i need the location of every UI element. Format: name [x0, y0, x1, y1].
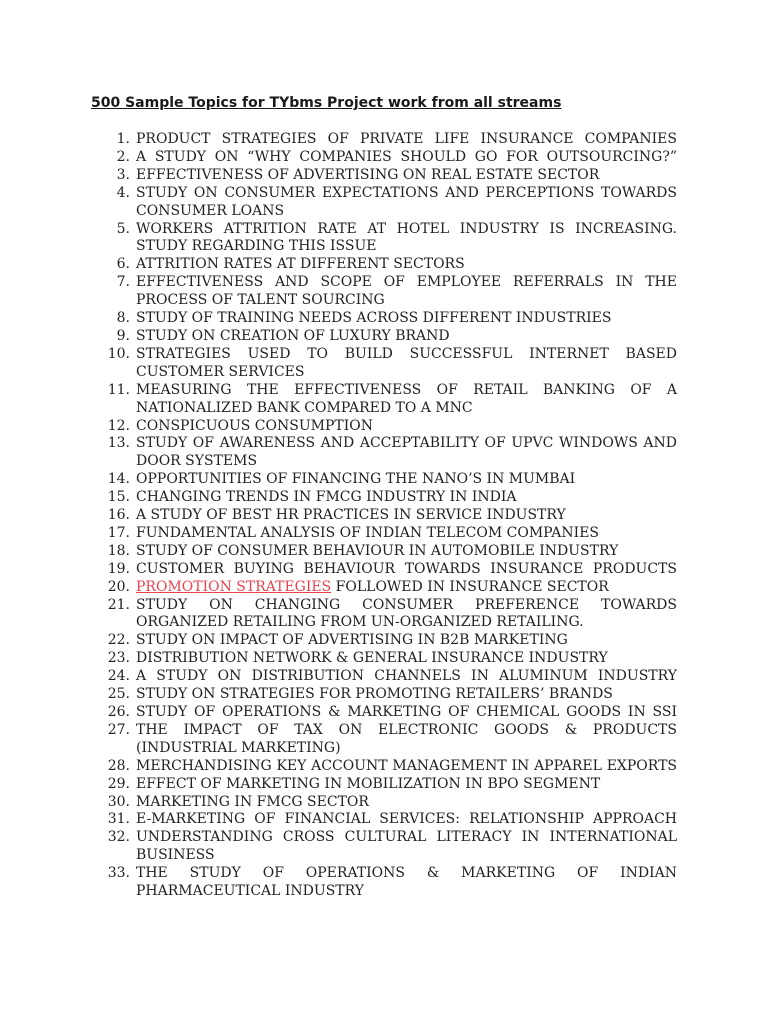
topic-text: MEASURING THE EFFECTIVENESS OF RETAIL BANKING OF A NATIONALIZED BANK COMPARED TO A MNC — [136, 381, 677, 416]
topic-text: STUDY OF AWARENESS AND ACCEPTABILITY OF UPVC WINDOWS AND DOOR SYSTEMS — [136, 435, 677, 470]
topic-item — [96, 704, 677, 722]
topic-item — [96, 829, 677, 865]
topic-item — [96, 256, 677, 274]
topic-text: STUDY ON STRATEGIES FOR PROMOTING RETAILERS’ BRANDS — [136, 686, 613, 703]
topic-item — [96, 561, 677, 579]
topic-number: 24. — [107, 668, 130, 685]
topic-item — [96, 346, 677, 382]
topic-number: 31. — [107, 811, 130, 828]
topic-number: 19. — [107, 560, 130, 577]
topic-text: PRODUCT STRATEGIES OF PRIVATE LIFE INSURANCE COMPANIES — [136, 131, 677, 147]
topic-number: 26. — [107, 704, 130, 720]
topic-item — [96, 328, 677, 346]
topic-item — [96, 543, 677, 561]
topic-text: EFFECTIVENESS OF ADVERTISING ON REAL ESTATE SECTOR — [136, 166, 600, 183]
topic-item — [96, 686, 677, 704]
topic-text: FUNDAMENTAL ANALYSIS OF INDIAN TELECOM COMPANIES — [136, 524, 600, 541]
topic-text: EFFECT OF MARKETING IN MOBILIZATION IN BPO SEGMENT — [136, 775, 601, 792]
topic-item — [96, 131, 677, 149]
topic-text: A STUDY OF BEST HR PRACTICES IN SERVICE INDUSTRY — [136, 507, 566, 524]
topic-number: 13. — [107, 435, 130, 452]
topic-number: 25. — [107, 686, 130, 703]
topic-item — [96, 382, 677, 418]
topic-text: EFFECTIVENESS AND SCOPE OF EMPLOYEE REFERRALS IN THE PROCESS OF TALENT SOURCING — [136, 274, 677, 309]
topic-number: 30. — [107, 793, 130, 810]
topic-number: 12. — [107, 417, 130, 434]
topic-text: OPPORTUNITIES OF FINANCING THE NANO’S IN MUMBAI — [136, 471, 576, 488]
topic-item — [96, 525, 677, 543]
topic-number: 16. — [107, 507, 130, 524]
topic-text: CUSTOMER BUYING BEHAVIOUR TOWARDS INSURANCE PRODUCTS — [136, 560, 677, 577]
topic-text: MARKETING IN FMCG SECTOR — [136, 793, 369, 810]
topic-number: 17. — [107, 524, 130, 541]
topic-text: CHANGING TRENDS IN FMCG INDUSTRY IN INDIA — [136, 489, 517, 506]
topic-text: E-MARKETING OF FINANCIAL SERVICES: RELATIONSHIP APPROACH — [136, 811, 677, 828]
topic-number: 28. — [107, 757, 130, 774]
topic-text: STRATEGIES USED TO BUILD SUCCESSFUL INTERNET BASED CUSTOMER SERVICES — [136, 345, 677, 380]
topic-item — [96, 776, 677, 794]
topic-text: WORKERS ATTRITION RATE AT HOTEL INDUSTRY IS INCREASING. STUDY REGARDING THIS ISSUE — [136, 220, 677, 255]
topic-item — [96, 597, 677, 633]
topic-number: 3. — [116, 166, 130, 183]
topic-number: 21. — [107, 596, 130, 613]
topic-number: 32. — [107, 829, 130, 846]
topic-text: STUDY OF OPERATIONS & MARKETING OF CHEMICAL GOODS IN SSI — [136, 704, 677, 720]
topic-text: STUDY ON CHANGING CONSUMER PREFERENCE TOWARDS ORGANIZED RETAILING FROM UN-ORGANIZED RETAILING. — [136, 596, 677, 631]
topic-item — [96, 185, 677, 221]
topic-number: 8. — [116, 310, 130, 327]
topic-number: 7. — [116, 274, 130, 291]
topic-text: STUDY ON CONSUMER EXPECTATIONS AND PERCEPTIONS TOWARDS CONSUMER LOANS — [136, 184, 677, 219]
topic-number: 23. — [107, 650, 130, 667]
topic-item — [96, 221, 677, 257]
topic-item — [96, 418, 677, 436]
topic-text: STUDY ON CREATION OF LUXURY BRAND — [136, 327, 450, 344]
topic-item — [96, 668, 677, 686]
topic-item — [96, 579, 677, 597]
topic-list — [96, 131, 677, 901]
topic-number: 9. — [116, 327, 130, 344]
topic-number: 6. — [116, 256, 130, 273]
topic-item — [96, 274, 677, 310]
topic-item — [96, 811, 677, 829]
topic-number: 2. — [116, 148, 130, 165]
topic-item — [96, 794, 677, 812]
topic-item — [96, 632, 677, 650]
topic-link[interactable]: PROMOTION STRATEGIES — [136, 578, 332, 595]
topic-text: STUDY ON IMPACT OF ADVERTISING IN B2B MARKETING — [136, 632, 568, 649]
topic-number: 10. — [107, 345, 130, 362]
topic-text: A STUDY ON “WHY COMPANIES SHOULD GO FOR OUTSOURCING?” — [136, 148, 677, 165]
topic-number: 22. — [107, 632, 130, 649]
topic-item — [96, 435, 677, 471]
topic-item — [96, 167, 677, 185]
topic-item — [96, 507, 677, 525]
topic-text: UNDERSTANDING CROSS CULTURAL LITERACY IN INTERNATIONAL BUSINESS — [136, 829, 677, 864]
topic-number: 15. — [107, 489, 130, 506]
topic-item — [96, 149, 677, 167]
topic-number: 29. — [107, 775, 130, 792]
topic-number: 20. — [107, 578, 130, 595]
document-title: 500 Sample Topics for TYbms Project work from all streams — [91, 95, 562, 111]
topic-text: A STUDY ON DISTRIBUTION CHANNELS IN ALUMINUM INDUSTRY — [136, 668, 677, 685]
topic-item — [96, 489, 677, 507]
topic-text: MERCHANDISING KEY ACCOUNT MANAGEMENT IN APPAREL EXPORTS — [136, 757, 677, 774]
topic-number: 11. — [107, 381, 130, 398]
topic-text: THE STUDY OF OPERATIONS & MARKETING OF INDIAN PHARMACEUTICAL INDUSTRY — [136, 865, 677, 900]
topic-number: 4. — [116, 184, 130, 201]
topic-text: STUDY OF CONSUMER BEHAVIOUR IN AUTOMOBILE INDUSTRY — [136, 542, 619, 559]
topic-text: THE IMPACT OF TAX ON ELECTRONIC GOODS & PRODUCTS (INDUSTRIAL MARKETING) — [136, 721, 677, 756]
topic-number: 14. — [107, 471, 130, 488]
topic-item — [96, 310, 677, 328]
topic-number: 18. — [107, 542, 130, 559]
topic-number: 5. — [116, 220, 130, 237]
topic-item — [96, 865, 677, 901]
topic-number: 27. — [107, 721, 130, 738]
topic-number: 33. — [107, 865, 130, 882]
topic-text: CONSPICUOUS CONSUMPTION — [136, 417, 373, 434]
topic-number: 1. — [116, 131, 130, 147]
topic-text: DISTRIBUTION NETWORK & GENERAL INSURANCE INDUSTRY — [136, 650, 608, 667]
topic-text: ATTRITION RATES AT DIFFERENT SECTORS — [136, 256, 465, 273]
topic-text — [136, 579, 677, 597]
topic-text-rest: FOLLOWED IN INSURANCE SECTOR — [331, 578, 609, 595]
topic-item — [96, 650, 677, 668]
topic-text: STUDY OF TRAINING NEEDS ACROSS DIFFERENT INDUSTRIES — [136, 310, 612, 327]
topic-item — [96, 471, 677, 489]
topic-item — [96, 758, 677, 776]
topic-item — [96, 722, 677, 758]
